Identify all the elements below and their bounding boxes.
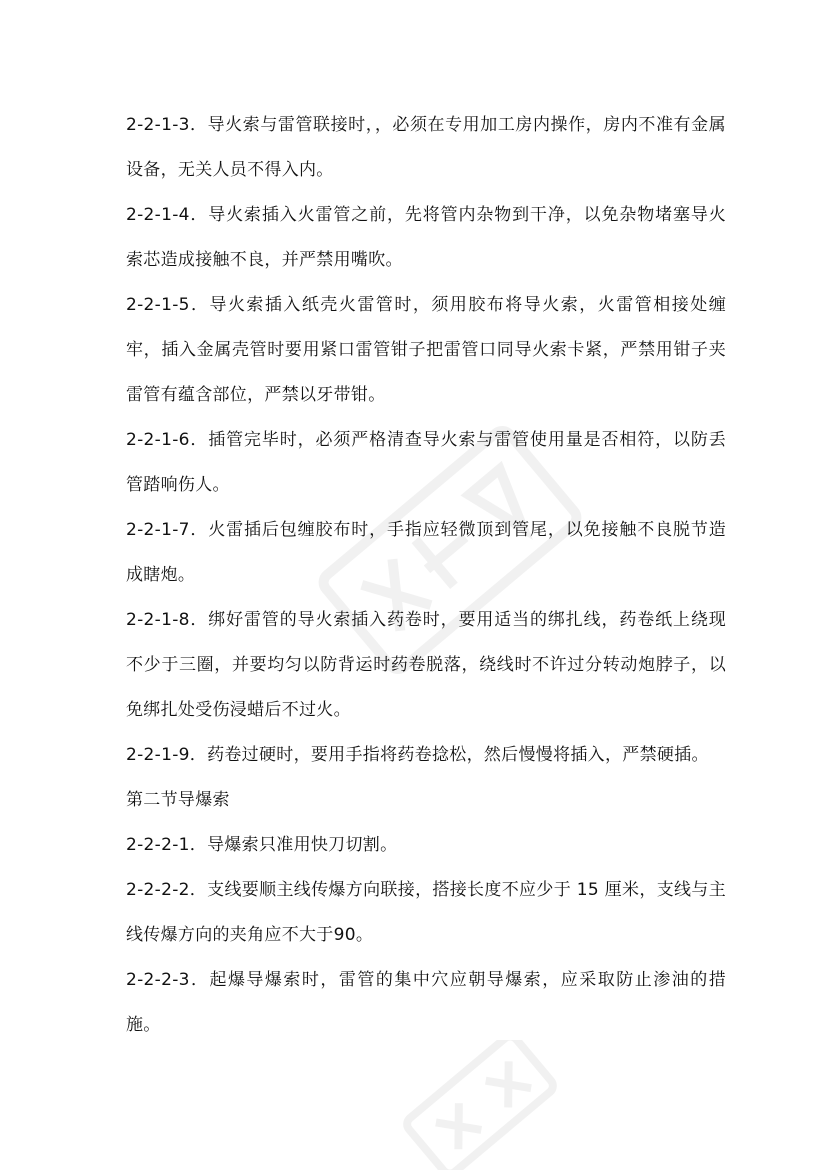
watermark-corner-icon <box>380 1040 580 1170</box>
paragraph-2-2-1-9: 2-2-1-9．药卷过硬时，要用手指将药卷捻松，然后慢慢将插入，严禁硬插。 <box>126 745 709 765</box>
paragraph-2-2-1-4: 2-2-1-4．导火索插入火雷管之前，先将管内杂物到干净，以免杂物堵塞导火索芯造成接触不良，并严禁用嘴吹。 <box>126 205 726 270</box>
paragraph-2-2-2-3: 2-2-2-3．起爆导爆索时，雷管的集中穴应朝导爆索，应采取防止渗油的措施。 <box>126 970 726 1035</box>
section-heading: 第二节导爆索 <box>126 790 230 810</box>
paragraph-2-2-1-3: 2-2-1-3．导火索与雷管联接时，，必须在专用加工房内操作，房内不准有金属设备，无关人员不得入内。 <box>126 115 726 180</box>
paragraph-2-2-2-2: 2-2-2-2．支线要顺主线传爆方向联接，搭接长度不应少于 15 厘米，支线与主线传爆方向的夹角应不大于90。 <box>126 880 726 945</box>
document-body <box>126 103 726 1048</box>
paragraph-2-2-2-1: 2-2-2-1．导爆索只准用快刀切割。 <box>126 835 398 855</box>
paragraph-2-2-1-8: 2-2-1-8．绑好雷管的导火索插入药卷时，要用适当的绑扎线，药卷纸上绕现不少于三圈，并要均匀以防背运时药卷脱落，绕线时不许过分转动炮脖子，以免绑扎处受伤浸蜡后不过火。 <box>126 610 726 720</box>
paragraph-2-2-1-5: 2-2-1-5．导火索插入纸壳火雷管时，须用胶布将导火索，火雷管相接处缠牢，插入金属壳管时要用紧口雷管钳子把雷管口同导火索卡紧，严禁用钳子夹雷管有蕴含部位，严禁以牙带钳。 <box>126 295 726 405</box>
paragraph-2-2-1-7: 2-2-1-7．火雷插后包缠胶布时，手指应轻微顶到管尾，以免接触不良脱节造成瞎炮。 <box>126 520 726 585</box>
paragraph-2-2-1-6: 2-2-1-6．插管完毕时，必须严格清查导火索与雷管使用量是否相符，以防丢管踏响伤人。 <box>126 430 726 495</box>
